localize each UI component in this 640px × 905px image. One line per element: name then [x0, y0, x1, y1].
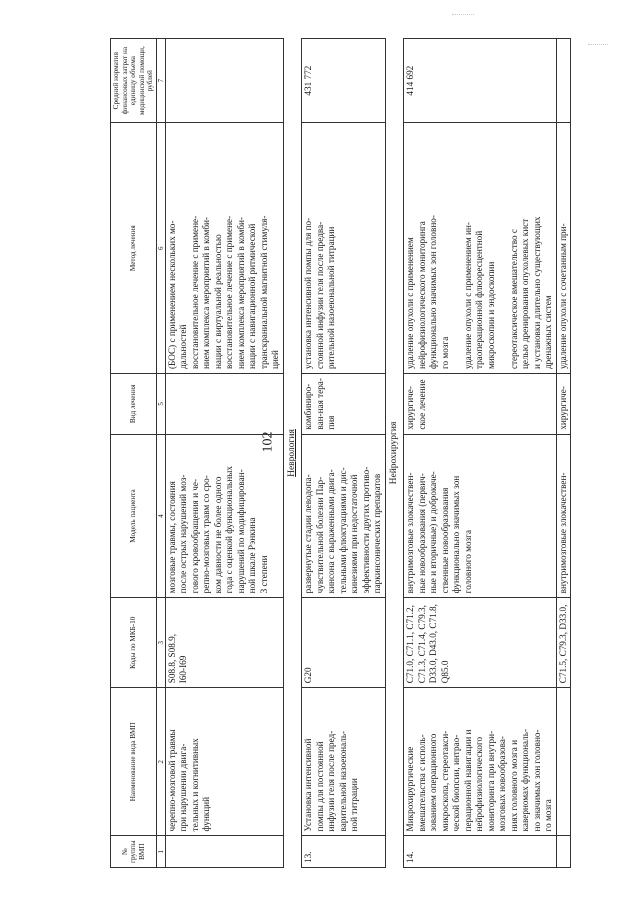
cell-text-line: эффективности других противо- [360, 466, 371, 594]
section-title-neurosurgery [385, 39, 404, 868]
cell-text-line: функционально значимых зон головно- [428, 215, 438, 370]
cell-text-line: репно-мозговых травм со сро- [201, 475, 211, 594]
header-cost-norm: Средний норматив финансовых затрат на единицу объема медицинской помощи, рублей [111, 39, 157, 123]
cell-text-line: после острых нарушений моз- [178, 474, 188, 594]
cell-text-line: чувствительной болезни Пар- [314, 476, 325, 594]
cell-text-line: I60-I69 [178, 655, 188, 684]
col-number: 7 [156, 39, 165, 123]
cell-text-line: ческой биопсии, интрао- [451, 734, 461, 832]
cell-icd-codes [165, 598, 283, 688]
cell-text-line: нием комплекса мероприятий в комби- [235, 217, 246, 370]
cell-text-line: го мозга [439, 336, 450, 370]
cell-text-line: стереотаксическое вмешательство с [508, 229, 519, 370]
cell-text-line: кинсона с выраженными двига- [326, 469, 336, 594]
cell-group-number [165, 836, 283, 868]
cell-text-line: головного мозга [462, 529, 473, 594]
cell-text-line: дренажных систем [543, 295, 553, 370]
cell-icd-codes [302, 598, 386, 688]
cell-text-line: стоянной инфузии геля после предва- [314, 221, 325, 370]
cell-text-line: G20 [303, 667, 313, 684]
cell-text-line: пия [326, 415, 336, 430]
cell-text-line: ственные новообразования [439, 487, 450, 594]
col-number: 2 [156, 688, 165, 836]
cell-text-line: ной титрации [349, 778, 359, 832]
cell-text-line: ван-ная тера- [314, 378, 325, 430]
cell-text-line: рительной назоеюнальной титрации [326, 226, 336, 370]
cell-text-line: ское лечение [416, 379, 427, 430]
cell-text-line: удаление опухоли с применением ин- [462, 222, 473, 370]
cell-text-line: микроскопа, стереотакси- [439, 730, 450, 832]
cell-text-line [451, 127, 463, 369]
cell-treatment-type [556, 374, 571, 435]
header-icd-codes: Коды по МКБ-10 [111, 598, 157, 688]
cell-text-line: траоперационной флюоресцентной [474, 230, 484, 370]
cell-text-line: тельными флюктуациями и дис- [337, 467, 348, 594]
cell-vmp-name [302, 688, 386, 836]
cell-text-line: S08.8, S08.9, [166, 633, 177, 684]
cell-patient-model [556, 434, 571, 598]
cell-text-line: мозговые травмы, состояния [166, 481, 177, 594]
cell-text-line: ной шкале Рэнкина [247, 517, 257, 594]
cell-text-line: нации с навигационной ритмической [247, 223, 257, 370]
table-header-row [111, 39, 157, 868]
cell-group-number [556, 836, 571, 868]
cell-text-line: го мозга [543, 799, 553, 832]
cell-text-line: ные новообразования (первич- [416, 473, 427, 594]
cell-vmp-name [404, 688, 557, 836]
cell-text-line: вмешательства с исполь- [416, 734, 427, 832]
cell-patient-model [165, 431, 283, 598]
cell-text-line: цией [270, 350, 280, 370]
cell-text-line: ком давности не более одного [212, 476, 223, 594]
cell-text-line: инфузии геля после пред- [326, 730, 336, 832]
cell-text-line: паркинсонических препаратов [372, 473, 382, 594]
cell-text-line: Q85.0 [439, 660, 450, 684]
cell-text-line: целью дренирования опухолевых кист [520, 218, 530, 370]
cell-vmp-name [165, 688, 283, 836]
cell-text-line: функционально значимых зон [451, 475, 461, 594]
section-row [385, 39, 404, 868]
page-number: 102 [260, 431, 276, 453]
col-number: 1 [156, 836, 165, 868]
table-row [302, 39, 386, 868]
cell-group-number: 14. [404, 836, 557, 868]
rotated-table-sheet [110, 38, 610, 868]
cell-group-number: 13. [302, 836, 386, 868]
cell-text-line: внутримозговые злокачествен- [405, 472, 415, 594]
cell-text-line: установка интенсивной помпы для по- [303, 217, 313, 370]
cell-icd-codes [404, 598, 557, 688]
cell-vmp-name [556, 688, 571, 836]
cell-text-line: C71.5, C79.3, D33.0, [557, 604, 568, 684]
table-row [165, 39, 283, 868]
col-number: 6 [156, 123, 165, 374]
cell-text-line: дальностей [178, 324, 188, 370]
cell-text-line: тельных и когнитивных [189, 738, 200, 832]
cell-text-line: варительной назоеюналь- [337, 730, 348, 832]
cell-text-line: мониторинга при внутри- [485, 730, 496, 832]
cell-text-line: 3 степени [258, 555, 269, 594]
cell-text-line: кинезиями при недостаточной [349, 474, 359, 594]
cell-price [165, 39, 283, 123]
cell-text-line: Микрохирургические [405, 746, 415, 832]
table-row [404, 39, 557, 868]
cell-text-line: черепно-мозговой травмы [166, 729, 177, 832]
section-label: Нейрохирургия [388, 421, 399, 485]
cell-text-line: ные и вторичные) и доброкаче- [428, 471, 438, 594]
vmp-table [110, 38, 571, 868]
cell-treatment-type [404, 374, 557, 435]
cell-text-line: транскраниальной магнитной стимуля- [258, 215, 269, 370]
cell-treatment-type [165, 374, 283, 435]
cell-text-line: хирургиче- [557, 386, 568, 430]
cell-text-line: перационной навигации и [462, 729, 473, 832]
cell-text-line: при нарушении двига- [178, 743, 188, 832]
cell-text-line: мозговых новообразова- [497, 736, 507, 832]
cell-treatment-type [302, 374, 386, 435]
cell-text-line: помпы для постоянной [314, 741, 325, 832]
cell-text-line: восстановительное лечение с примене- [224, 215, 234, 370]
cell-text-line: (БОС) с применением нескольких мо- [166, 220, 177, 370]
cell-text-line: восстановительное лечение с примене- [189, 215, 200, 370]
cell-text-line: удаление опухоли с применением [405, 237, 415, 370]
cell-text-line: нации с виртуальной реальностью [212, 234, 223, 370]
section-row [283, 39, 302, 868]
cell-text-line: Установка интенсивной [303, 738, 313, 832]
header-treatment-type: Вид лечения [111, 374, 157, 435]
cell-text-line: гового кровообращения и че- [189, 478, 200, 594]
cell-treatment-method [302, 123, 386, 374]
section-label: Неврология [286, 429, 297, 477]
cell-text-line: D33.0, D43.0, C71.8, [428, 604, 438, 684]
cell-text-line: нием комплекса мероприятий в комби- [201, 217, 211, 370]
header-group-number: № группы ВМП [111, 836, 157, 868]
col-number: 3 [156, 598, 165, 688]
cell-price: 431 772 [302, 39, 386, 123]
cell-text-line: каверномах функциональ- [520, 728, 530, 832]
cell-text-line: развернутые стадии леводопа- [303, 474, 313, 594]
cell-patient-model [302, 434, 386, 598]
cell-text-line: года с оценкой функциональных [224, 466, 234, 594]
cell-text-line: удаление опухоли с сочетанным при- [557, 223, 568, 370]
cell-text-line: функций [201, 796, 211, 832]
section-title-neurology [283, 39, 302, 868]
cell-text-line [497, 127, 509, 369]
cell-text-line: C71.3, C71.4, C79.3, [416, 605, 427, 684]
cell-price: 414 692 [404, 39, 557, 123]
cell-treatment-method [556, 123, 571, 374]
cell-text-line: но значимых зон головно- [531, 729, 542, 832]
cell-text-line: зованием операционного [428, 733, 438, 832]
col-number: 5 [156, 374, 165, 435]
header-patient-model: Модель пациента [111, 434, 157, 598]
cell-text-line: и установки длительно существующих [531, 216, 542, 370]
table-row [556, 39, 571, 868]
cell-icd-codes [556, 598, 571, 688]
header-treatment-method: Метод лечения [111, 123, 157, 374]
cell-text-line: внутримозговые злокачествен- [557, 472, 568, 594]
cell-text-line: нейрофизиологического мониторинга [416, 221, 427, 370]
header-vmp-name: Наименование вида ВМП [111, 688, 157, 836]
cell-text-line: нарушений по модифицирован- [235, 469, 246, 594]
cell-treatment-method [165, 123, 283, 374]
cell-treatment-method [404, 123, 557, 374]
cell-price [556, 39, 571, 123]
column-number-row [156, 39, 165, 868]
scan-mark [452, 14, 474, 15]
cell-text-line: микроскопии и эндоскопии [485, 261, 496, 370]
cell-text-line: нейрофизиологического [474, 736, 484, 832]
cell-text-line: ниях головного мозга и [508, 739, 519, 832]
cell-text-line: C71.0, C71.1, C71.2, [405, 605, 415, 684]
col-number: 4 [156, 434, 165, 598]
cell-text-line: комбиниро- [303, 383, 313, 430]
cell-text-line: хирургиче- [405, 386, 415, 430]
cell-patient-model [404, 434, 557, 598]
